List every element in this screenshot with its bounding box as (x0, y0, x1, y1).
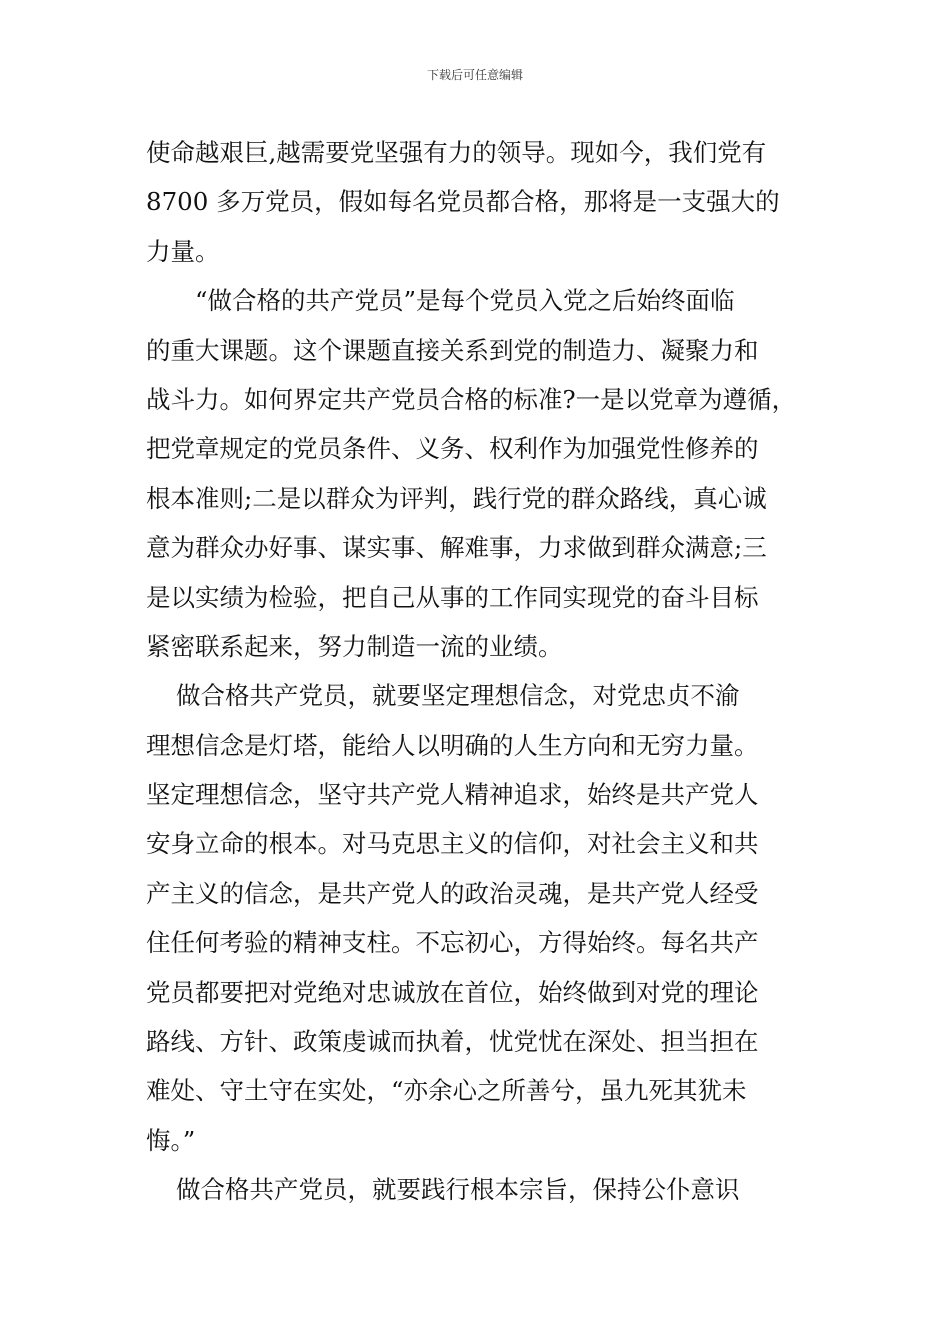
text-line: 根本准则;二是以群众为评判，践行党的群众路线，真心诚 (146, 483, 767, 513)
text-line: 紧密联系起来，努力制造一流的业绩。 (146, 631, 563, 661)
text-line: 把党章规定的党员条件、义务、权利作为加强党性修养的 (146, 434, 759, 464)
document-body (146, 128, 816, 1215)
page-header-caption: 下载后可任意编辑 (426, 68, 523, 82)
paragraph-start-line: 做合格共产党员，就要践行根本宗旨，保持公仆意识 (176, 1175, 740, 1205)
text-line: 住任何考验的精神支柱。不忘初心，方得始终。每名共产 (146, 928, 759, 958)
text-line: 安身立命的根本。对马克思主义的信仰，对社会主义和共 (146, 829, 759, 859)
text-line: 的重大课题。这个课题直接关系到党的制造力、凝聚力和 (146, 335, 759, 365)
text-line: 产主义的信念，是共产党人的政治灵魂，是共产党人经受 (146, 878, 759, 908)
text-line: 力量。 (146, 236, 220, 266)
text-line: 坚定理想信念，坚守共产党人精神追求，始终是共产党人 (146, 780, 759, 810)
text-line: 使命越艰巨,越需要党坚强有力的领导。现如今，我们党有 (146, 138, 767, 167)
text-line: 战斗力。如何界定共产党员合格的标准?一是以党章为遵循， (146, 384, 797, 414)
text-line: 是以实绩为检验，把自己从事的工作同实现党的奋斗目标 (146, 582, 759, 612)
text-line: 路线、方针、政策虔诚而执着，忧党忧在深处、担当担在 (146, 1027, 759, 1057)
text-line: 8700 多万党员，假如每名党员都合格，那将是一支强大的 (146, 187, 780, 217)
text-line: 难处、守土守在实处，“亦余心之所善兮，虽九死其犹未 (146, 1076, 747, 1106)
text-line: 党员都要把对党绝对忠诚放在首位，始终做到对党的理论 (146, 977, 759, 1007)
paragraph-start-line: “做合格的共产党员”是每个党员入党之后始终面临 (195, 286, 735, 316)
paragraph-start-line: 做合格共产党员，就要坚定理想信念，对党忠贞不渝 (176, 681, 740, 711)
text-line: 悔。” (146, 1125, 196, 1155)
text-line: 理想信念是灯塔，能给人以明确的人生方向和无穷力量。 (146, 730, 759, 760)
text-line: 意为群众办好事、谋实事、解难事，力求做到群众满意;三 (146, 533, 767, 563)
